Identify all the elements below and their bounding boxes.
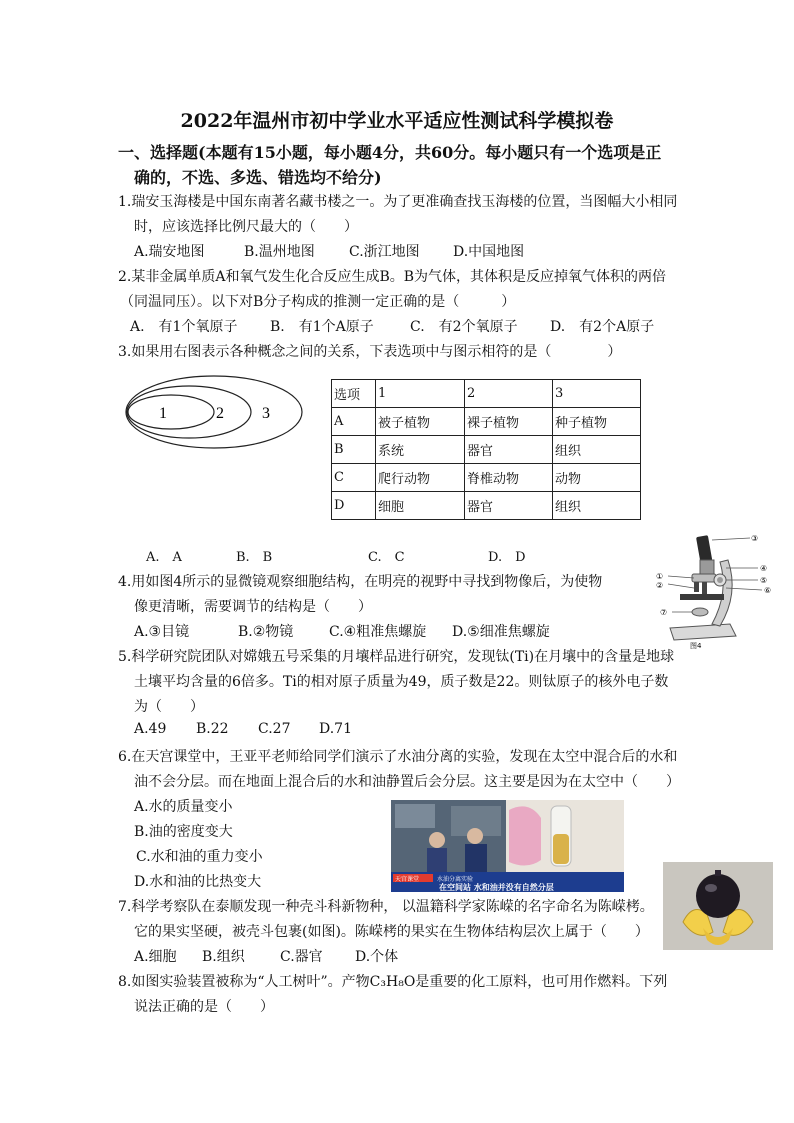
- microscope-marker-6: ⑥: [764, 586, 772, 595]
- table-cell: 系统: [376, 436, 465, 464]
- q1-option-b: B.温州地图: [244, 244, 315, 260]
- page-title: 2022年温州市初中学业水平适应性测试科学模拟卷: [180, 110, 614, 132]
- microscope-marker-1: ①: [656, 572, 664, 581]
- table-cell: 器官: [465, 492, 553, 520]
- q3-option-d: D. D: [488, 550, 526, 565]
- table-cell: 组织: [553, 436, 641, 464]
- q2-option-a: A. 有1个氧原子: [130, 319, 238, 335]
- q5-option-a: A.49: [134, 721, 167, 737]
- photo-caption: 在空间站 水和油并没有自然分层: [439, 883, 554, 892]
- q8-stem-line1: 8.如图实验装置被称为“人工树叶”。产物C₃H₈O是重要的化工原料，也可用作燃料。下列: [118, 974, 668, 990]
- table-cell: 被子植物: [376, 408, 465, 436]
- q4-option-c: C.④粗准焦螺旋: [329, 624, 427, 640]
- q5-stem-line1: 5.科学研究院团队对嫦娥五号采集的月壤样品进行研究，发现钛(Ti)在月壤中的含量是地球: [118, 649, 675, 665]
- q7-option-a: A.细胞: [134, 949, 177, 965]
- venn-label-1: 1: [159, 405, 167, 422]
- q6-stem-line1: 6.在天宫课堂中，王亚平老师给同学们演示了水油分离的实验，发现在太空中混合后的水和: [118, 749, 678, 765]
- figure-4-caption: 图4: [690, 642, 702, 650]
- q1-option-a: A.瑞安地图: [134, 244, 205, 260]
- q1-stem-line1: 1.瑞安玉海楼是中国东南著名藏书楼之一。为了更准确查找玉海楼的位置，当图幅大小相同: [118, 194, 678, 210]
- q7-option-b: B.组织: [202, 949, 245, 965]
- q6-option-b: B.油的密度变大: [134, 824, 233, 840]
- photo-tag-1: 天宫课堂: [395, 876, 420, 883]
- q3-option-b: B. B: [236, 550, 273, 565]
- table-cell: 种子植物: [553, 408, 641, 436]
- q3-option-c: C. C: [368, 550, 405, 565]
- table-row: [332, 464, 641, 492]
- table-header-cell: 选项: [332, 380, 376, 408]
- table-cell: 爬行动物: [376, 464, 465, 492]
- q2-option-b: B. 有1个A原子: [270, 319, 374, 335]
- section-heading-line1: 一、选择题(本题有15小题，每小题4分，共60分。每小题只有一个选项是正: [118, 143, 662, 162]
- table-header-row: [332, 380, 641, 408]
- table-cell: C: [332, 464, 376, 492]
- q6-option-d: D.水和油的比热变大: [134, 874, 262, 890]
- q2-stem-line1: 2.某非金属单质A和氧气发生化合反应生成B。B为气体，其体积是反应掉氧气体积的两倍: [118, 269, 667, 285]
- table-row: [332, 492, 641, 520]
- q4-stem-line2: 像更清晰，需要调节的结构是（ ）: [134, 599, 372, 615]
- table-cell: 动物: [553, 464, 641, 492]
- table-row: [332, 408, 641, 436]
- q3-stem-line1: 3.如果用右图表示各种概念之间的关系，下表选项中与图示相符的是（ ）: [118, 344, 622, 360]
- q1-option-d: D.中国地图: [453, 244, 525, 260]
- q7-option-c: C.器官: [280, 949, 323, 965]
- venn-label-3: 3: [262, 405, 270, 422]
- q4-option-d: D.⑤细准焦螺旋: [452, 624, 550, 640]
- concept-venn-diagram: [124, 374, 308, 450]
- table-header-cell: 3: [553, 380, 641, 408]
- table-cell: 组织: [553, 492, 641, 520]
- table-row: [332, 436, 641, 464]
- q5-stem-line3: 为（ ）: [134, 699, 204, 715]
- q2-option-d: D. 有2个A原子: [550, 319, 655, 335]
- chestnut-fruit-photo: [663, 862, 773, 950]
- q3-option-table: [331, 379, 641, 520]
- q7-option-d: D.个体: [355, 949, 399, 965]
- table-cell: A: [332, 408, 376, 436]
- section-heading-line2: 确的，不选、多选、错选均不给分): [134, 168, 382, 187]
- q4-option-a: A.③目镜: [134, 624, 190, 640]
- venn-label-2: 2: [216, 405, 224, 422]
- microscope-marker-2: ②: [656, 581, 664, 590]
- table-header-cell: 1: [376, 380, 465, 408]
- q7-stem-line1: 7.科学考察队在泰顺发现一种壳斗科新物种， 以温籍科学家陈嵘的名字命名为陈嵘栲。: [118, 899, 654, 915]
- q3-option-a: A. A: [146, 550, 182, 565]
- q6-stem-line2: 油不会分层。而在地面上混合后的水和油静置后会分层。这主要是因为在太空中（ ）: [134, 774, 680, 790]
- photo-tag-2: 水油分离实验: [437, 876, 474, 883]
- table-cell: 器官: [465, 436, 553, 464]
- table-cell: B: [332, 436, 376, 464]
- q8-stem-line2: 说法正确的是（ ）: [134, 999, 274, 1015]
- space-station-photo: [391, 800, 624, 892]
- q2-stem-line2: （同温同压）。以下对B分子构成的推测一定正确的是（ ）: [120, 294, 516, 310]
- table-cell: 细胞: [376, 492, 465, 520]
- venn-ellipse-1: [128, 395, 214, 429]
- q2-option-c: C. 有2个氧原子: [410, 319, 518, 335]
- microscope-marker-7: ⑦: [660, 608, 668, 617]
- q5-stem-line2: 土壤平均含量的6倍多。Ti的相对原子质量为49，质子数是22。则钛原子的核外电子数: [134, 674, 669, 690]
- table-cell: 脊椎动物: [465, 464, 553, 492]
- table-cell: D: [332, 492, 376, 520]
- q1-stem-line2: 时，应该选择比例尺最大的（ ）: [134, 219, 358, 235]
- q4-stem-line1: 4.用如图4所示的显微镜观察细胞结构，在明亮的视野中寻找到物像后，为使物: [118, 574, 603, 590]
- microscope-figure: [654, 532, 778, 650]
- q1-option-c: C.浙江地图: [349, 244, 420, 260]
- q5-option-c: C.27: [258, 721, 291, 737]
- venn-ellipse-2: [127, 386, 251, 438]
- q5-option-b: B.22: [196, 721, 229, 737]
- microscope-marker-4: ④: [760, 564, 768, 573]
- microscope-marker-3: ③: [751, 534, 759, 543]
- q6-option-a: A.水的质量变小: [134, 799, 233, 815]
- q6-option-c: C.水和油的重力变小: [136, 849, 263, 865]
- microscope-marker-5: ⑤: [760, 576, 768, 585]
- q7-stem-line2: 它的果实坚硬，被壳斗包裹(如图)。陈嵘栲的果实在生物体结构层次上属于（ ）: [134, 924, 649, 940]
- q4-option-b: B.②物镜: [238, 624, 294, 640]
- q5-option-d: D.71: [319, 721, 352, 737]
- table-header-cell: 2: [465, 380, 553, 408]
- table-cell: 裸子植物: [465, 408, 553, 436]
